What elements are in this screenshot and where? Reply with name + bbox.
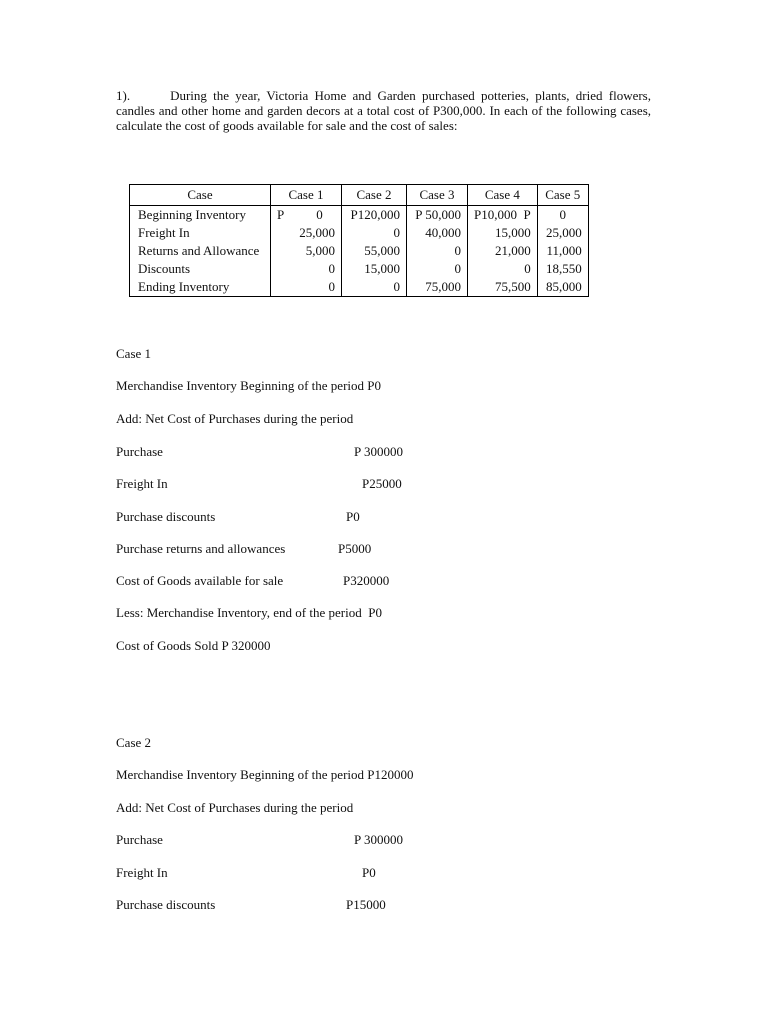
case2-freight-label: Freight In <box>116 865 168 880</box>
case1-cogas-label: Cost of Goods available for sale <box>116 573 284 588</box>
table-cell: 0 <box>271 260 342 278</box>
case1-less-ending-inventory: Less: Merchandise Inventory, end of the period P0 <box>116 605 382 620</box>
case1-cogs: Cost of Goods Sold P 320000 <box>116 638 271 653</box>
table-cell: 0 <box>271 278 342 297</box>
table-cell: P 50,000 <box>407 206 468 225</box>
case1-freight-value: P25000 <box>362 476 402 491</box>
table-cell: 85,000 <box>537 278 588 297</box>
table-cell: 75,000 <box>407 278 468 297</box>
table-header: Case <box>130 185 271 206</box>
case1-returns-value: P5000 <box>338 541 372 556</box>
case1-purchase-value: P 300000 <box>354 444 403 459</box>
table-cell: 11,000 <box>537 242 588 260</box>
table-row <box>130 224 589 242</box>
cases-table <box>129 184 589 297</box>
table-cell: 15,000 <box>468 224 538 242</box>
case1-discounts-value: P0 <box>346 509 360 524</box>
case2-freight-value: P0 <box>362 865 376 880</box>
table-cell: 0 <box>342 224 407 242</box>
case1-cogas-value: P320000 <box>343 573 390 588</box>
problem-statement <box>116 88 651 133</box>
table-cell: P 0 <box>271 206 342 225</box>
table-header: Case 1 <box>271 185 342 206</box>
case2-title: Case 2 <box>116 735 152 750</box>
row-label: Returns and Allowance <box>130 242 271 260</box>
table-cell: P10,000 P <box>468 206 538 225</box>
case1-returns-label: Purchase returns and allowances <box>116 541 286 556</box>
table-cell: 0 <box>537 206 588 225</box>
table-row <box>130 278 589 297</box>
table-row <box>130 242 589 260</box>
problem-number: 1). <box>116 88 131 103</box>
table-cell: 0 <box>468 260 538 278</box>
table-header: Case 5 <box>537 185 588 206</box>
row-label: Beginning Inventory <box>130 206 271 225</box>
case1-beginning-inventory: Merchandise Inventory Beginning of the period P0 <box>116 378 381 393</box>
table-cell: 21,000 <box>468 242 538 260</box>
table-cell: 0 <box>407 260 468 278</box>
table-header-row <box>130 185 589 206</box>
case2-discounts-label: Purchase discounts <box>116 897 216 912</box>
case2-purchase-value: P 300000 <box>354 832 403 847</box>
table-row <box>130 206 589 225</box>
table-cell: P120,000 <box>342 206 407 225</box>
case2-discounts-value: P15000 <box>346 897 386 912</box>
table-cell: 0 <box>342 278 407 297</box>
case2-beginning-inventory: Merchandise Inventory Beginning of the period P120000 <box>116 767 414 782</box>
table-cell: 55,000 <box>342 242 407 260</box>
table-cell: 0 <box>407 242 468 260</box>
table-header: Case 3 <box>407 185 468 206</box>
case1-title: Case 1 <box>116 346 152 361</box>
case1-add-net-cost: Add: Net Cost of Purchases during the period <box>116 411 354 426</box>
table-cell: 40,000 <box>407 224 468 242</box>
row-label: Discounts <box>130 260 271 278</box>
table-cell: 25,000 <box>537 224 588 242</box>
table-header: Case 4 <box>468 185 538 206</box>
table-cell: 15,000 <box>342 260 407 278</box>
table-cell: 5,000 <box>271 242 342 260</box>
row-label: Freight In <box>130 224 271 242</box>
table-header: Case 2 <box>342 185 407 206</box>
table-cell: 18,550 <box>537 260 588 278</box>
case1-discounts-label: Purchase discounts <box>116 509 216 524</box>
row-label: Ending Inventory <box>130 278 271 297</box>
table-cell: 25,000 <box>271 224 342 242</box>
problem-text: During the year, Victoria Home and Garden purchased potteries, plants, dried flowers, candles and other home and garden decors at a total cost of P300,000. In each of the following cases, calculate the cost of goods available for sale and the cost of sales: <box>116 88 651 133</box>
case2-add-net-cost: Add: Net Cost of Purchases during the period <box>116 800 354 815</box>
case1-freight-label: Freight In <box>116 476 168 491</box>
table-row <box>130 260 589 278</box>
table-cell: 75,500 <box>468 278 538 297</box>
case1-purchase-label: Purchase <box>116 444 163 459</box>
case2-purchase-label: Purchase <box>116 832 163 847</box>
